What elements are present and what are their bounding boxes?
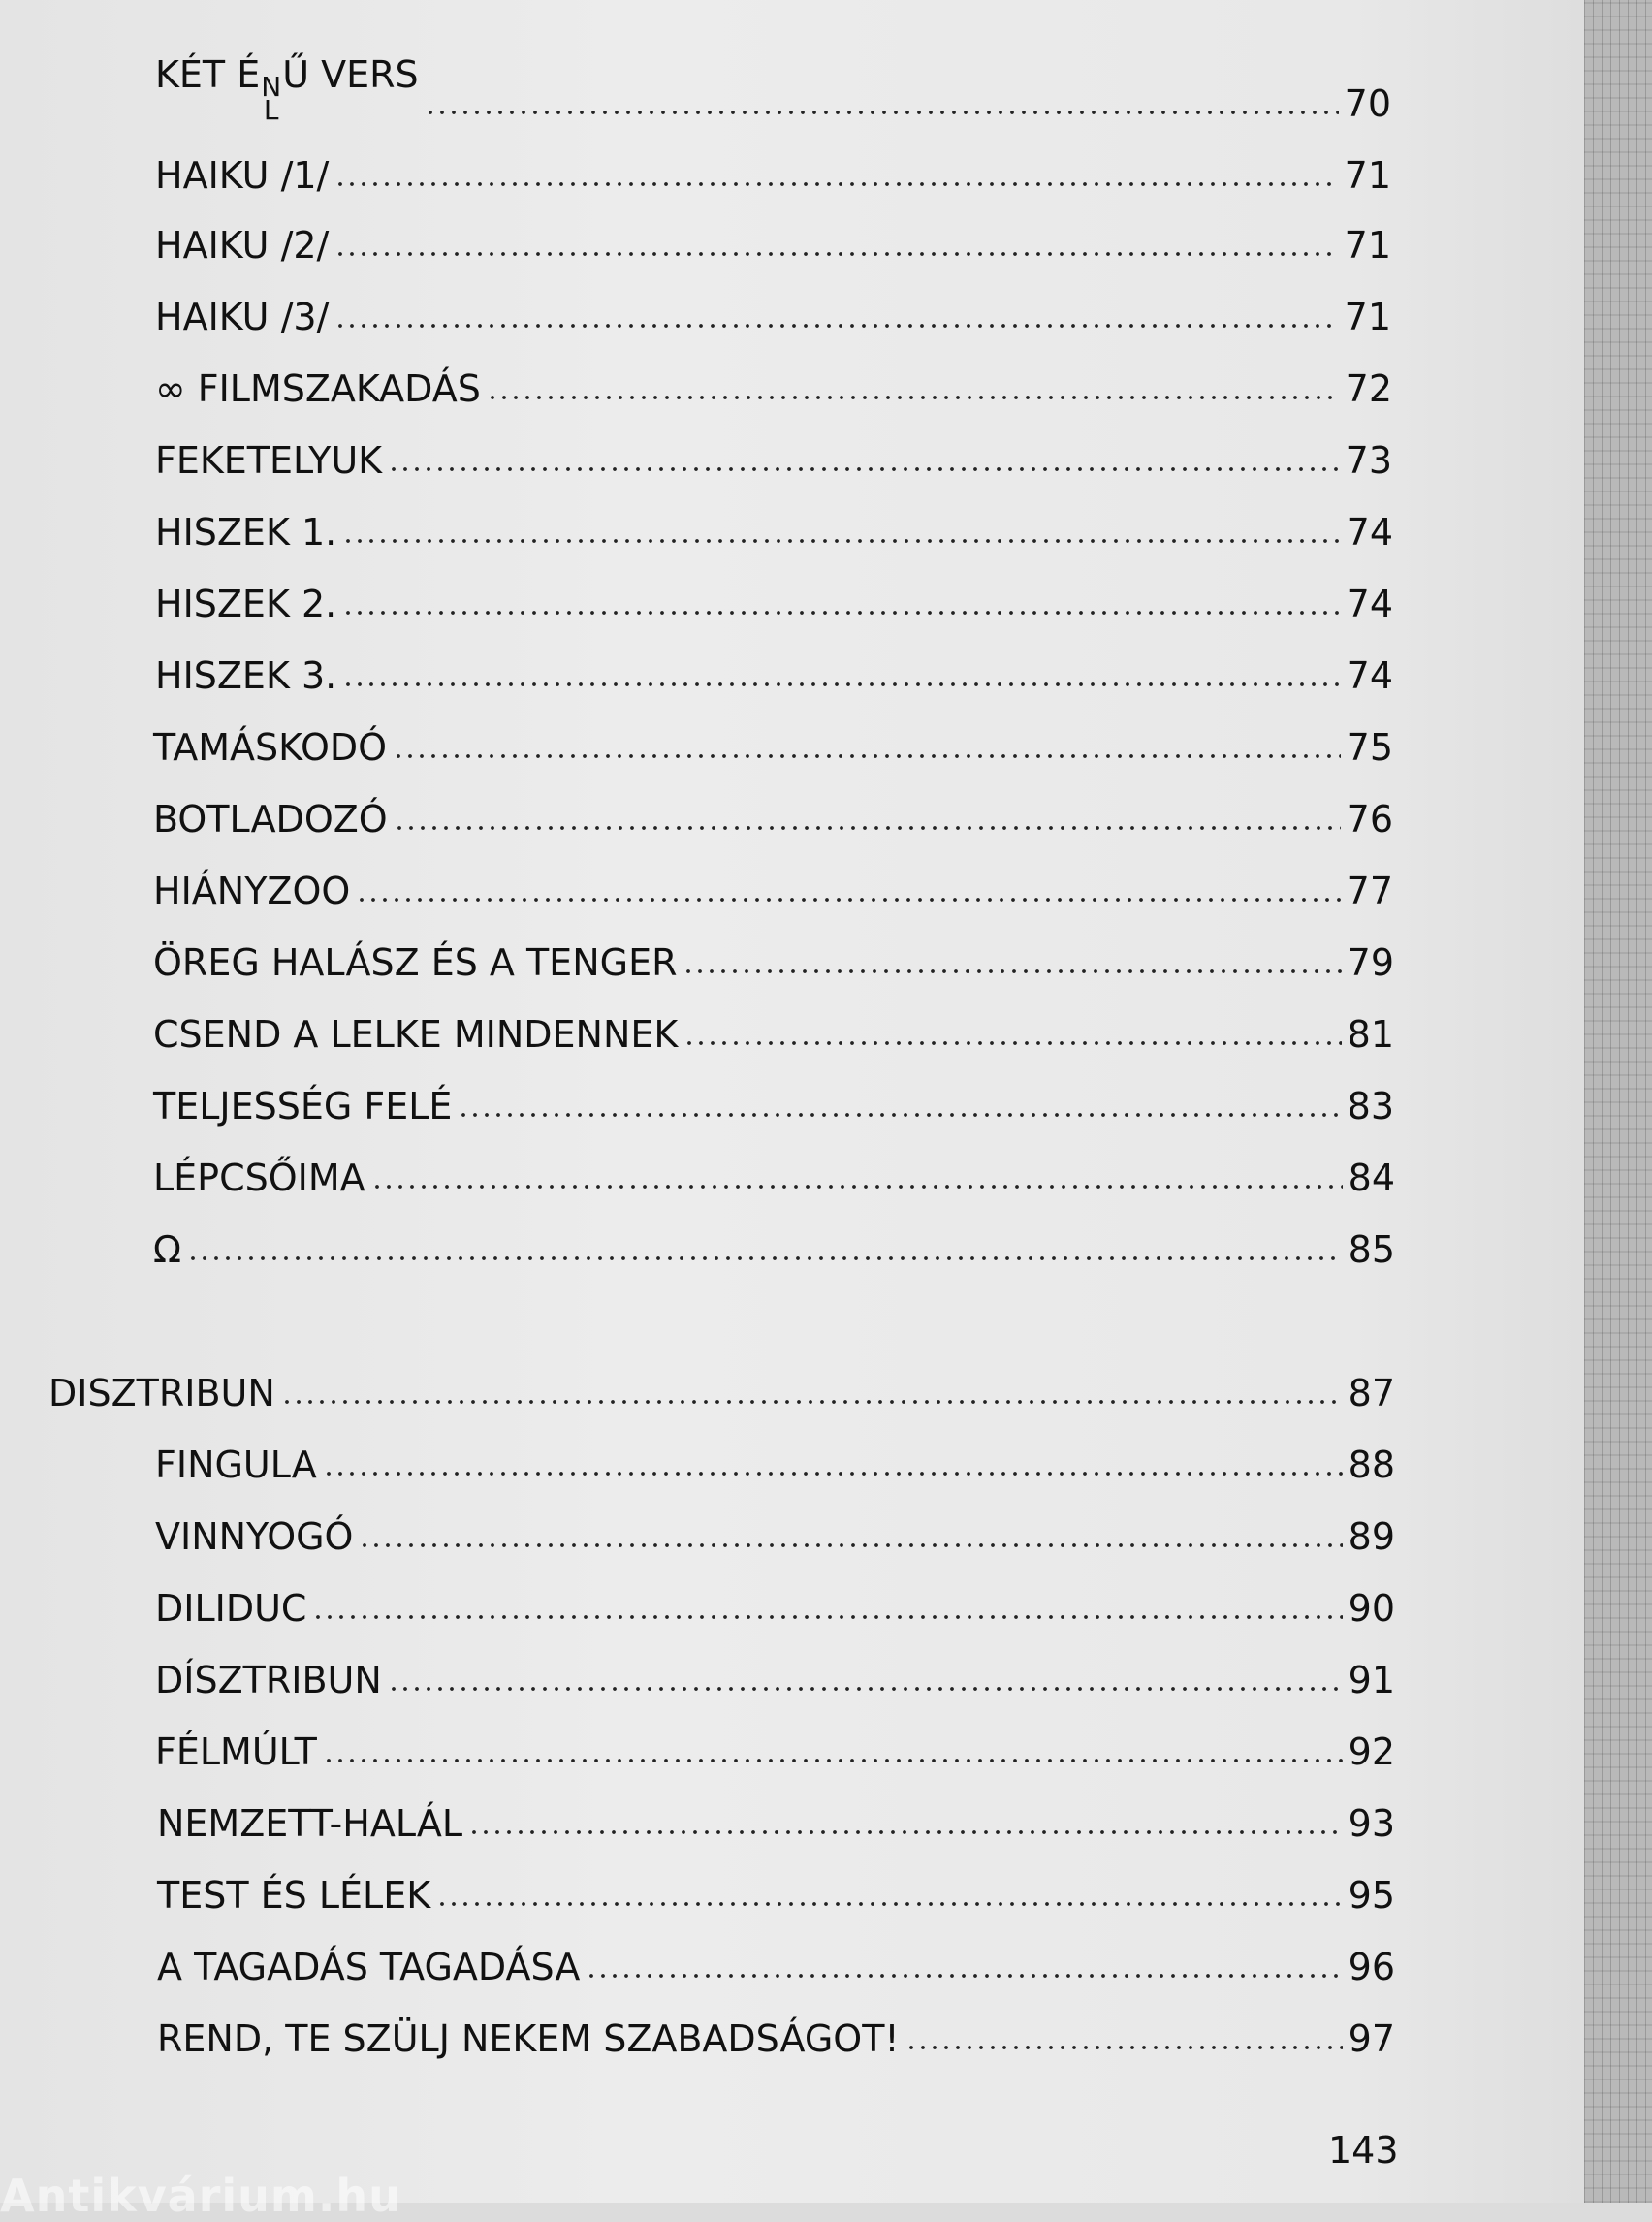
toc-entry-title: DISZTRIBUN [48, 1372, 275, 1414]
dot-leader [334, 181, 1338, 187]
toc-entry [153, 925, 1394, 984]
toc-entry-page: 70 [1344, 82, 1391, 125]
dot-leader [359, 1542, 1342, 1548]
toc-entry-title: HISZEK 1. [155, 511, 337, 554]
toc-entry-title: HISZEK 3. [155, 654, 337, 697]
toc-entry-title: FEKETELYUK [155, 439, 383, 482]
toc-entry [155, 138, 1391, 197]
toc-entry-page: 95 [1348, 1874, 1395, 1917]
toc-entry-page: 89 [1348, 1515, 1395, 1558]
toc-entry [155, 1571, 1395, 1630]
page-number: 143 [1328, 2129, 1399, 2172]
dot-leader [334, 251, 1338, 257]
toc-entry-page: 71 [1344, 224, 1391, 267]
dot-leader [342, 538, 1340, 544]
toc-entry [155, 1642, 1395, 1701]
toc-entry-title: REND, TE SZÜLJ NEKEM SZABADSÁGOT! [157, 2017, 900, 2060]
toc-entry [155, 1714, 1395, 1773]
toc-entry-title: VINNYOGÓ [155, 1515, 354, 1558]
dot-leader [342, 682, 1340, 687]
toc-entry-title: HAIKU /2/ [155, 224, 330, 267]
dot-leader [458, 1112, 1341, 1118]
toc-entry-page: 72 [1345, 367, 1392, 410]
toc-entry-title: LÉPCSŐIMA [153, 1157, 365, 1199]
toc-entry-title: CSEND A LELKE MINDENNEK [153, 1013, 679, 1056]
toc-entry-page: 87 [1348, 1372, 1395, 1414]
dot-leader [187, 1255, 1343, 1261]
toc-entry-title: NEMZETT-HALÁL [157, 1802, 463, 1845]
toc-entry-title: HAIKU /1/ [155, 154, 330, 197]
book-page-edge [1584, 0, 1652, 2203]
dot-leader [586, 1973, 1342, 1979]
dot-leader [323, 1758, 1343, 1763]
toc-entry-title: TELJESSÉG FELÉ [153, 1085, 453, 1127]
toc-entry-page: 88 [1348, 1444, 1395, 1486]
toc-entry [155, 566, 1393, 625]
toc-entry-page: 90 [1348, 1587, 1395, 1630]
toc-entry-page: 74 [1346, 511, 1393, 554]
dot-leader [388, 466, 1340, 472]
dot-leader [487, 395, 1340, 400]
dot-leader [281, 1399, 1343, 1405]
toc-entry-title: A TAGADÁS TAGADÁSA [157, 1946, 581, 1988]
toc-entry-title: TAMÁSKODÓ [153, 726, 388, 769]
dot-leader [342, 610, 1340, 616]
toc-entry-title: DILIDUC [155, 1587, 307, 1630]
dot-leader [683, 968, 1341, 974]
toc-entry-page: 93 [1348, 1802, 1395, 1845]
toc-entry-page: 73 [1345, 439, 1392, 482]
toc-entry-title: FÉLMÚLT [155, 1730, 317, 1773]
toc-entry [157, 1857, 1395, 1917]
toc-entry-title: HAIKU /3/ [155, 296, 330, 338]
dot-leader [393, 753, 1341, 759]
stacked-letters: N L [261, 71, 282, 127]
toc-entry-page: 85 [1348, 1228, 1395, 1271]
toc-entry-page: 91 [1348, 1659, 1395, 1701]
toc-entry-page: 74 [1346, 583, 1393, 625]
toc-entry [155, 638, 1393, 697]
toc-entry [153, 1068, 1394, 1125]
toc-entry-title: ÖREG HALÁSZ ÉS A TENGER [153, 941, 678, 984]
toc-entry [153, 710, 1393, 769]
toc-entry-page: 92 [1348, 1730, 1395, 1773]
dot-leader [371, 1184, 1343, 1190]
watermark: Antikvárium.hu [0, 2170, 401, 2222]
toc-entry-page: 76 [1346, 798, 1393, 841]
dot-leader [436, 1901, 1343, 1907]
toc-entry-page: 96 [1348, 1946, 1395, 1988]
toc-entry-title: KÉT É N L Ű VERS [155, 53, 419, 127]
toc-entry-title: ∞ FILMSZAKADÁS [155, 367, 481, 410]
toc-entry-page: 75 [1346, 726, 1393, 769]
toc-entry [157, 1929, 1395, 1988]
toc-entry-title: FINGULA [155, 1444, 317, 1486]
toc-entry [155, 53, 1391, 127]
toc-entry [153, 781, 1393, 841]
toc-entry-page: 81 [1347, 1013, 1394, 1056]
toc-entry-page: 77 [1346, 870, 1393, 912]
dot-leader [323, 1471, 1343, 1476]
toc-entry [155, 207, 1391, 267]
toc-entry [155, 1427, 1395, 1486]
toc-entry-page: 84 [1348, 1157, 1395, 1199]
toc-entry [155, 279, 1391, 338]
dot-leader [425, 110, 1339, 115]
toc-entry-page: 83 [1347, 1085, 1394, 1127]
toc-entry [155, 351, 1392, 410]
toc-entry-page: 79 [1347, 941, 1394, 984]
toc-entry-page: 71 [1344, 154, 1391, 197]
toc-entry-title: HISZEK 2. [155, 583, 337, 625]
toc-entry [153, 1212, 1395, 1271]
toc-entry-title: HIÁNYZOO [153, 870, 351, 912]
toc-entry [157, 2001, 1395, 2060]
toc-entry-title: DÍSZTRIBUN [155, 1659, 382, 1701]
toc-entry-title: BOTLADOZÓ [153, 798, 388, 841]
toc-entry-title: Ω [153, 1228, 182, 1271]
toc-entry-page: 71 [1344, 296, 1391, 338]
toc-entry [157, 1786, 1395, 1845]
dot-leader [388, 1686, 1343, 1692]
toc-entry [155, 494, 1393, 554]
dot-leader [312, 1614, 1342, 1620]
toc-entry [153, 1140, 1395, 1199]
dot-leader [394, 825, 1341, 831]
dot-leader [356, 897, 1340, 903]
toc-section-entry [48, 1355, 1395, 1412]
toc-entry-page: 97 [1348, 2017, 1395, 2060]
dot-leader [683, 1040, 1341, 1046]
toc-entry [155, 423, 1392, 482]
toc-entry [155, 1499, 1395, 1558]
dot-leader [468, 1829, 1343, 1835]
toc-entry [153, 853, 1393, 912]
toc-entry [153, 997, 1394, 1056]
toc-entry-page: 74 [1346, 654, 1393, 697]
dot-leader [334, 323, 1338, 329]
toc-entry-title: TEST ÉS LÉLEK [157, 1874, 431, 1917]
dot-leader [905, 2045, 1343, 2050]
